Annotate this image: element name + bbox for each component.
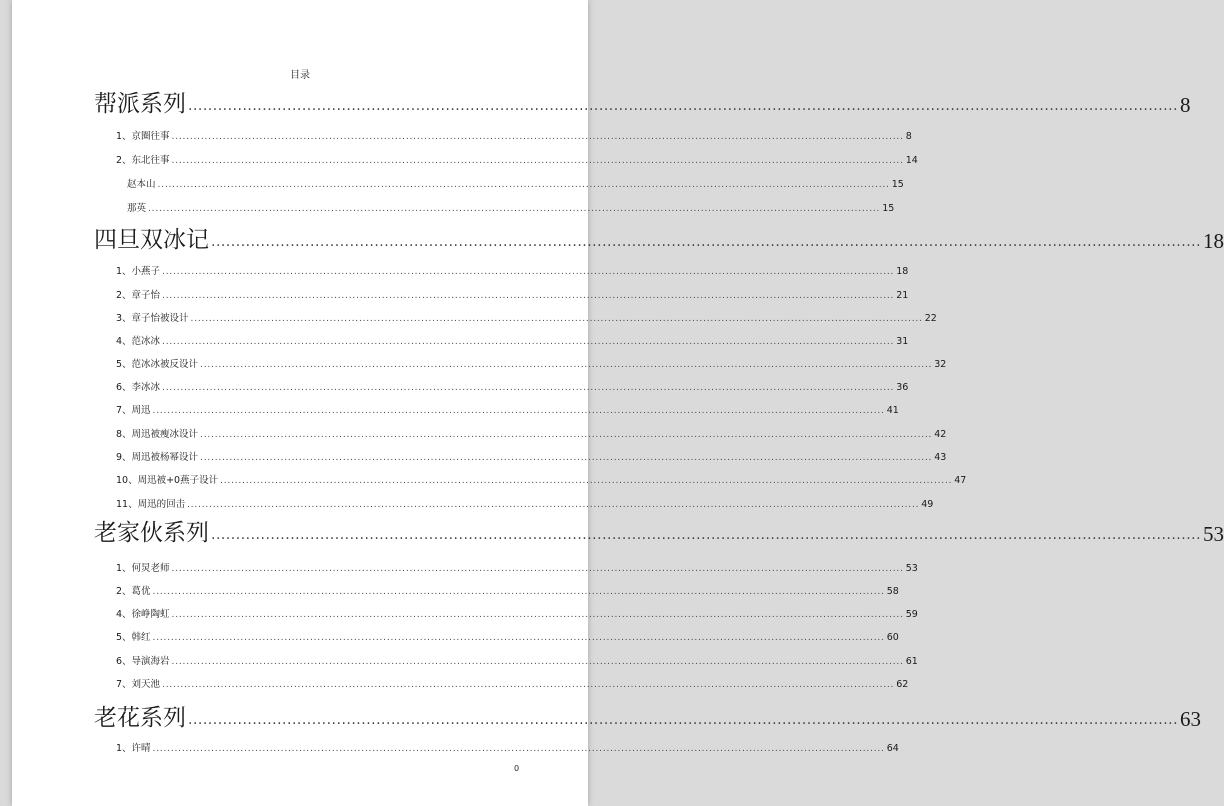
leader-dots: ........................................................................................................................................................................................................ bbox=[148, 204, 881, 214]
toc-entry[interactable] bbox=[116, 740, 899, 754]
toc-entry[interactable] bbox=[116, 402, 899, 416]
leader-dots: ........................................................................................................................................................................................................ bbox=[162, 337, 895, 347]
entry-label: 9、周迅被杨幂设计 bbox=[116, 452, 199, 463]
leader-dots: ........................................................................................................................................................................................................ bbox=[200, 360, 933, 370]
section-title: 老家伙系列 bbox=[94, 520, 209, 546]
entry-label: 4、范冰冰 bbox=[116, 336, 161, 347]
entry-page-number: 58 bbox=[886, 586, 899, 597]
entry-label: 11、周迅的回击 bbox=[116, 499, 186, 510]
entry-page-number: 14 bbox=[905, 155, 918, 166]
entry-page-number: 64 bbox=[886, 743, 899, 754]
toc-entry[interactable] bbox=[116, 426, 947, 440]
leader-dots: ........................................................................................................................................................................................................ bbox=[162, 680, 895, 690]
toc-entry[interactable] bbox=[116, 606, 918, 620]
entry-label: 10、周迅被+0燕子设计 bbox=[116, 475, 219, 486]
entry-page-number: 41 bbox=[886, 405, 899, 416]
leader-dots: ........................................................................................................................................................................................................ bbox=[171, 657, 904, 667]
entry-label: 3、章子怡被设计 bbox=[116, 313, 189, 324]
entry-page-number: 42 bbox=[934, 429, 947, 440]
toc-section-heading[interactable] bbox=[94, 224, 1224, 254]
leader-dots: ........................................................................................................................................................................................................ bbox=[171, 564, 904, 574]
entry-page-number: 8 bbox=[905, 131, 912, 142]
entry-label: 2、章子怡 bbox=[116, 290, 161, 301]
toc-entry[interactable] bbox=[116, 152, 918, 166]
toc-entry[interactable] bbox=[116, 333, 909, 347]
toc-subentry[interactable] bbox=[127, 200, 895, 214]
entry-page-number: 18 bbox=[896, 266, 909, 277]
entry-page-number: 22 bbox=[924, 313, 937, 324]
leader-dots: ........................................................................................................................................................................................................ bbox=[171, 132, 904, 142]
entry-label: 2、东北往事 bbox=[116, 155, 170, 166]
leader-dots: ........................................................................................................................................................................................................ bbox=[220, 476, 953, 486]
entry-page-number: 43 bbox=[934, 452, 947, 463]
toc-entry[interactable] bbox=[116, 472, 967, 486]
entry-page-number: 62 bbox=[896, 679, 909, 690]
entry-label: 4、徐峥陶虹 bbox=[116, 609, 170, 620]
toc-entry[interactable] bbox=[116, 263, 909, 277]
toc-entry[interactable] bbox=[116, 560, 918, 574]
leader-dots: ........................................................................................................................................................................................................ bbox=[157, 180, 890, 190]
entry-page-number: 32 bbox=[934, 359, 947, 370]
page-number: 0 bbox=[514, 764, 520, 773]
entry-label: 1、小燕子 bbox=[116, 266, 161, 277]
leader-dots: ........................................................................................................................................................................................................ bbox=[171, 156, 904, 166]
leader-dots: ........................................................................................................................................................................................................ bbox=[152, 587, 885, 597]
entry-page-number: 53 bbox=[905, 563, 918, 574]
toc-section-heading[interactable] bbox=[94, 702, 1202, 732]
leader-dots: ........................................................................................................................................................................................................ bbox=[152, 744, 885, 754]
toc-subentry[interactable] bbox=[127, 176, 904, 190]
toc-entry[interactable] bbox=[116, 676, 909, 690]
section-page-number: 63 bbox=[1180, 707, 1202, 731]
entry-page-number: 21 bbox=[896, 290, 909, 301]
leader-dots: ........................................................................................................................................................................................................ bbox=[171, 610, 904, 620]
entry-label: 1、何炅老师 bbox=[116, 563, 170, 574]
entry-label: 1、许晴 bbox=[116, 743, 151, 754]
toc-entry[interactable] bbox=[116, 496, 934, 510]
entry-page-number: 31 bbox=[896, 336, 909, 347]
leader-dots: ........................................................................................................................................................................................................ bbox=[211, 234, 1202, 250]
leader-dots: ........................................................................................................................................................................................................ bbox=[162, 383, 895, 393]
document-page bbox=[12, 0, 1224, 806]
leader-dots: ........................................................................................................................................................................................................ bbox=[152, 406, 885, 416]
toc-entry[interactable] bbox=[116, 629, 899, 643]
entry-page-number: 49 bbox=[921, 499, 934, 510]
toc-entry[interactable] bbox=[116, 653, 918, 667]
toc-entry[interactable] bbox=[116, 449, 947, 463]
entry-page-number: 47 bbox=[954, 475, 967, 486]
leader-dots: ........................................................................................................................................................................................................ bbox=[162, 291, 895, 301]
toc-entry[interactable] bbox=[116, 379, 909, 393]
entry-label: 8、周迅被瘦冰设计 bbox=[116, 429, 199, 440]
leader-dots: ........................................................................................................................................................................................................ bbox=[200, 453, 933, 463]
entry-label: 那英 bbox=[127, 203, 147, 214]
leader-dots: ........................................................................................................................................................................................................ bbox=[187, 500, 920, 510]
entry-label: 7、刘天池 bbox=[116, 679, 161, 690]
leader-dots: ........................................................................................................................................................................................................ bbox=[188, 98, 1179, 114]
entry-page-number: 15 bbox=[891, 179, 904, 190]
entry-label: 2、葛优 bbox=[116, 586, 151, 597]
entry-label: 1、京圈往事 bbox=[116, 131, 170, 142]
entry-label: 5、范冰冰被反设计 bbox=[116, 359, 199, 370]
entry-label: 6、李冰冰 bbox=[116, 382, 161, 393]
entry-page-number: 60 bbox=[886, 632, 899, 643]
toc-entry[interactable] bbox=[116, 310, 937, 324]
leader-dots: ........................................................................................................................................................................................................ bbox=[211, 527, 1202, 543]
toc-entry[interactable] bbox=[116, 356, 947, 370]
entry-label: 6、导演海岩 bbox=[116, 656, 170, 667]
toc-entry[interactable] bbox=[116, 583, 899, 597]
section-page-number: 8 bbox=[1180, 93, 1191, 117]
toc-entry[interactable] bbox=[116, 128, 912, 142]
section-title: 四旦双冰记 bbox=[94, 227, 209, 253]
entry-label: 5、韩红 bbox=[116, 632, 151, 643]
entry-page-number: 59 bbox=[905, 609, 918, 620]
section-title: 帮派系列 bbox=[94, 91, 186, 117]
leader-dots: ........................................................................................................................................................................................................ bbox=[188, 712, 1179, 728]
entry-page-number: 36 bbox=[896, 382, 909, 393]
entry-page-number: 15 bbox=[882, 203, 895, 214]
leader-dots: ........................................................................................................................................................................................................ bbox=[200, 430, 933, 440]
section-page-number: 18 bbox=[1203, 229, 1224, 253]
toc-entry[interactable] bbox=[116, 287, 909, 301]
entry-label: 赵本山 bbox=[127, 179, 156, 190]
leader-dots: ........................................................................................................................................................................................................ bbox=[162, 267, 895, 277]
toc-section-heading[interactable] bbox=[94, 88, 1191, 118]
toc-section-heading[interactable] bbox=[94, 517, 1224, 547]
leader-dots: ........................................................................................................................................................................................................ bbox=[152, 633, 885, 643]
entry-page-number: 61 bbox=[905, 656, 918, 667]
section-page-number: 53 bbox=[1203, 522, 1224, 546]
entry-label: 7、周迅 bbox=[116, 405, 151, 416]
leader-dots: ........................................................................................................................................................................................................ bbox=[190, 314, 923, 324]
section-title: 老花系列 bbox=[94, 705, 186, 731]
toc-title: 目录 bbox=[290, 70, 310, 81]
